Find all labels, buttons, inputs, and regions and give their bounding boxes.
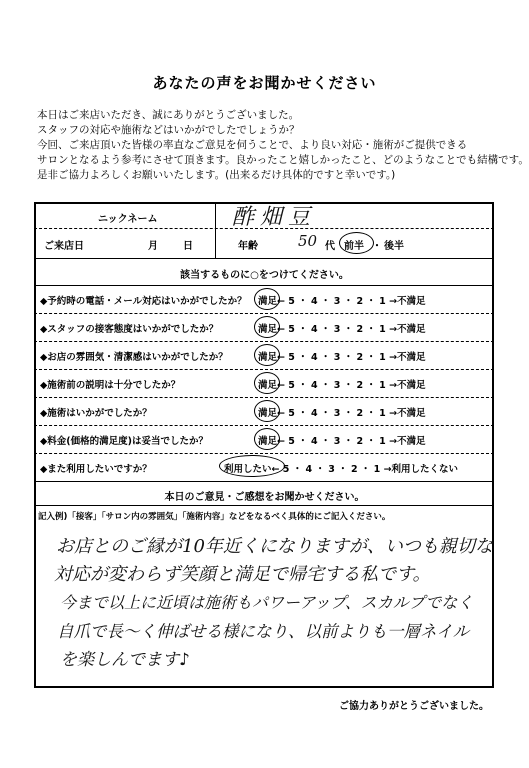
comment-line: 今まで以上に近頃は施術もパワーアップ、スカルプでなく <box>60 593 474 612</box>
intro-line: スタッフの対応や施術などはいかがでしたでしょうか？ <box>37 124 300 136</box>
selected-circle <box>219 455 285 477</box>
divider <box>34 425 494 426</box>
intro-line: サロンとなるよう参考にさせて頂きます。良かったこと嬉しかったこと、どのようなことでも結構です。 <box>37 154 529 166</box>
age-value[interactable]: 50 <box>298 232 318 250</box>
age-separator: ・ <box>372 241 382 252</box>
divider <box>34 453 494 454</box>
rating-scale-7[interactable]: 利用したい← 5 ・ 4 ・ 3 ・ 2 ・ 1 →利用したくない <box>224 464 459 475</box>
comments-heading: 本日のご意見・ご感想をお聞かせください。 <box>164 492 365 503</box>
age-selected-circle <box>339 232 374 254</box>
question-4: ◆施術前の説明は十分でしたか？ <box>40 380 181 391</box>
rating-scale-6[interactable]: 満足← 5 ・ 4 ・ 3 ・ 2 ・ 1 →不満足 <box>258 436 426 447</box>
selected-circle <box>254 316 280 338</box>
divider <box>34 285 494 286</box>
question-1: ◆予約時の電話・メール対応はいかがでしたか？ <box>40 296 247 307</box>
rating-scale-4[interactable]: 満足← 5 ・ 4 ・ 3 ・ 2 ・ 1 →不満足 <box>258 380 426 391</box>
rating-scale-1[interactable]: 満足← 5 ・ 4 ・ 3 ・ 2 ・ 1 →不満足 <box>258 296 426 307</box>
divider <box>34 341 494 342</box>
question-2: ◆スタッフの接客態度はいかがでしたか？ <box>40 324 219 335</box>
divider <box>34 369 494 370</box>
rating-scale-3[interactable]: 満足← 5 ・ 4 ・ 3 ・ 2 ・ 1 →不満足 <box>258 352 426 363</box>
nickname-value[interactable]: 酢畑豆 <box>232 205 317 230</box>
selected-circle <box>254 288 280 310</box>
instruction-text: 該当するものに○をつけてください。 <box>180 270 349 281</box>
comment-line: お店とのご縁が10年近くになりますが、いつも親切な <box>56 536 493 557</box>
selected-circle <box>254 344 280 366</box>
divider <box>34 505 494 506</box>
month-label: 月 <box>148 241 158 252</box>
divider <box>34 313 494 314</box>
rating-scale-2[interactable]: 満足← 5 ・ 4 ・ 3 ・ 2 ・ 1 →不満足 <box>258 324 426 335</box>
divider <box>34 258 494 259</box>
selected-circle <box>254 372 280 394</box>
intro-line: 本日はご来店いただき、誠にありがとうございました。 <box>37 109 300 121</box>
intro-line: 今回、ご来店頂いた皆様の率直なご意見を伺うことで、より良い対応・施術がご提供できる <box>37 139 468 151</box>
question-7: ◆また利用したいですか？ <box>40 464 152 475</box>
selected-circle <box>254 400 280 422</box>
divider <box>34 481 494 482</box>
question-3: ◆お店の雰囲気・清潔感はいかがでしたか？ <box>40 352 228 363</box>
comment-line: 対応が変わらず笑顔と満足で帰宅する私です。 <box>54 564 431 585</box>
visit-date-label: ご来店日 <box>44 241 84 252</box>
selected-circle <box>254 428 280 450</box>
rating-scale-5[interactable]: 満足← 5 ・ 4 ・ 3 ・ 2 ・ 1 →不満足 <box>258 408 426 419</box>
divider-vertical <box>215 203 216 258</box>
intro-text <box>37 108 529 183</box>
age-option-late[interactable]: 後半 <box>384 241 404 252</box>
survey-title: あなたの声をお聞かせください <box>152 74 377 92</box>
question-5: ◆施術はいかがでしたか？ <box>40 408 152 419</box>
footer-thanks: ご協力ありがとうございました。 <box>339 701 489 712</box>
day-label: 日 <box>183 241 193 252</box>
question-6: ◆料金(価格的満足度)は妥当でしたか？ <box>40 436 208 447</box>
example-text: 記入例)「接客」「サロン内の雰囲気」「施術内容」などをなるべく具体的にご記入ください。 <box>38 512 391 522</box>
age-option-early[interactable]: 前半 <box>344 241 364 252</box>
comment-line: 自爪で長〜く伸ばせる様になり、以前よりも一層ネイル <box>57 622 470 641</box>
intro-line: 是非ご協力よろしくお願いいたします。(出来るだけ具体的ですと幸いです。) <box>37 169 396 181</box>
comment-line: を楽しんでます♪ <box>60 650 190 670</box>
nickname-label: ニックネーム <box>98 214 158 225</box>
age-unit: 代 <box>325 241 335 252</box>
divider <box>34 397 494 398</box>
age-label: 年齢 <box>238 241 258 252</box>
